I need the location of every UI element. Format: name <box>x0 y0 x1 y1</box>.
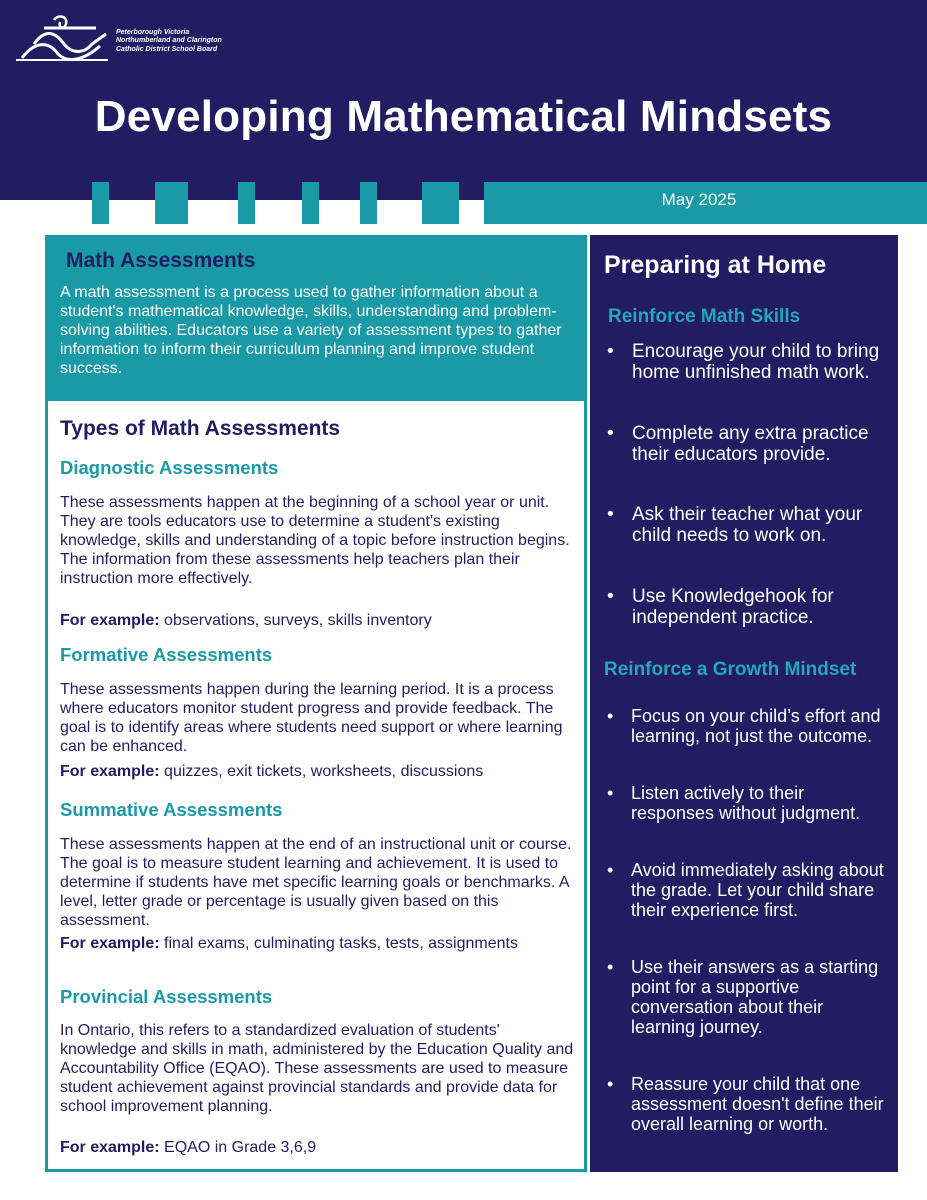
board-logo-icon <box>14 14 110 62</box>
types-heading: Types of Math Assessments <box>60 417 341 440</box>
section-text-summative: These assessments happen at the end of an instructional unit or course. The goal is to measure student learning and achievement. It is used to determine if students have met specific learning goals or benchmarks. A level, letter grade or percentage is usually given based on this assessment. <box>60 836 572 929</box>
skills-item: • Ask their teacher what your child needs to work on. <box>632 505 882 546</box>
home-panel <box>590 235 898 1172</box>
skills-item: • Use Knowledgehook for independent practice. <box>632 587 882 628</box>
decor-bar <box>422 182 459 224</box>
mindset-item: • Reassure your child that one assessment doesn't define their overall learning or worth. <box>631 1074 886 1134</box>
section-heading-formative: Formative Assessments <box>60 644 273 665</box>
example-formative <box>60 762 575 781</box>
example-label: For example: <box>60 935 160 952</box>
example-text: observations, surveys, skills inventory <box>159 612 432 629</box>
issue-date: May 2025 <box>661 190 737 209</box>
example-label: For example: <box>60 1139 160 1156</box>
example-diagnostic <box>60 611 575 630</box>
mindset-item: • Focus on your child’s effort and learning, not just the outcome. <box>631 706 886 746</box>
intro-box <box>48 238 584 401</box>
example-summative <box>60 934 575 953</box>
school-board-name: Peterborough Victoria Northumberland and Clarington Catholic District School Board <box>116 29 222 53</box>
decor-bar <box>302 182 319 224</box>
section-heading-provincial: Provincial Assessments <box>60 986 273 1007</box>
home-heading: Preparing at Home <box>604 251 827 279</box>
decor-bar <box>360 182 377 224</box>
assessments-panel <box>45 235 587 1172</box>
decor-bar <box>92 182 109 224</box>
intro-text: A math assessment is a process used to gather information about a student's mathematical knowledge, skills, understanding and problem-solving abilities. Educators use a variety of assessment types to gather information to inform their curriculum planning and improve student success. <box>60 284 562 377</box>
example-text: final exams, culminating tasks, tests, assignments <box>159 935 518 952</box>
section-text-diagnostic: These assessments happen at the beginning of a school year or unit. They are tools educators use to determine a student's existing knowledge, skills and understanding of a topic before instruction begins. The information from these assessments help teachers plan their instruction more effectively. <box>60 494 570 587</box>
page-title: Developing Mathematical Mindsets <box>94 92 833 141</box>
section-text-provincial: In Ontario, this refers to a standardized evaluation of students' knowledge and skills in math, administered by the Education Quality and Accountability Office (EQAO). These assessments are used to measure student achievement against provincial standards and provide data for school improvement planning. <box>60 1022 574 1115</box>
header-banner <box>0 0 927 200</box>
example-text: quizzes, exit tickets, worksheets, discussions <box>159 763 484 780</box>
section-heading-diagnostic: Diagnostic Assessments <box>60 457 279 478</box>
skills-item: • Encourage your child to bring home unfinished math work. <box>632 342 882 383</box>
example-text: EQAO in Grade 3,6,9 <box>159 1139 317 1156</box>
section-heading-summative: Summative Assessments <box>60 799 283 820</box>
mindset-item: • Use their answers as a starting point for a supportive conversation about their learning journey. <box>631 957 886 1037</box>
school-board-logo[interactable] <box>14 14 234 66</box>
skills-item: • Complete any extra practice their educators provide. <box>632 424 882 465</box>
mindset-item: • Listen actively to their responses without judgment. <box>631 783 886 823</box>
example-label: For example: <box>60 763 160 780</box>
example-provincial <box>60 1138 575 1157</box>
intro-heading: Math Assessments <box>66 249 256 272</box>
decor-bar <box>155 182 188 224</box>
mindset-heading: Reinforce a Growth Mindset <box>604 659 857 680</box>
section-text-formative: These assessments happen during the learning period. It is a process where educators monitor student progress and provide feedback. The goal is to identify areas where students need support or where learning can be enhanced. <box>60 681 563 755</box>
mindset-item: • Avoid immediately asking about the grade. Let your child share their experience first. <box>631 860 886 920</box>
example-label: For example: <box>60 612 160 629</box>
skills-heading: Reinforce Math Skills <box>608 306 801 327</box>
decor-bar <box>238 182 255 224</box>
